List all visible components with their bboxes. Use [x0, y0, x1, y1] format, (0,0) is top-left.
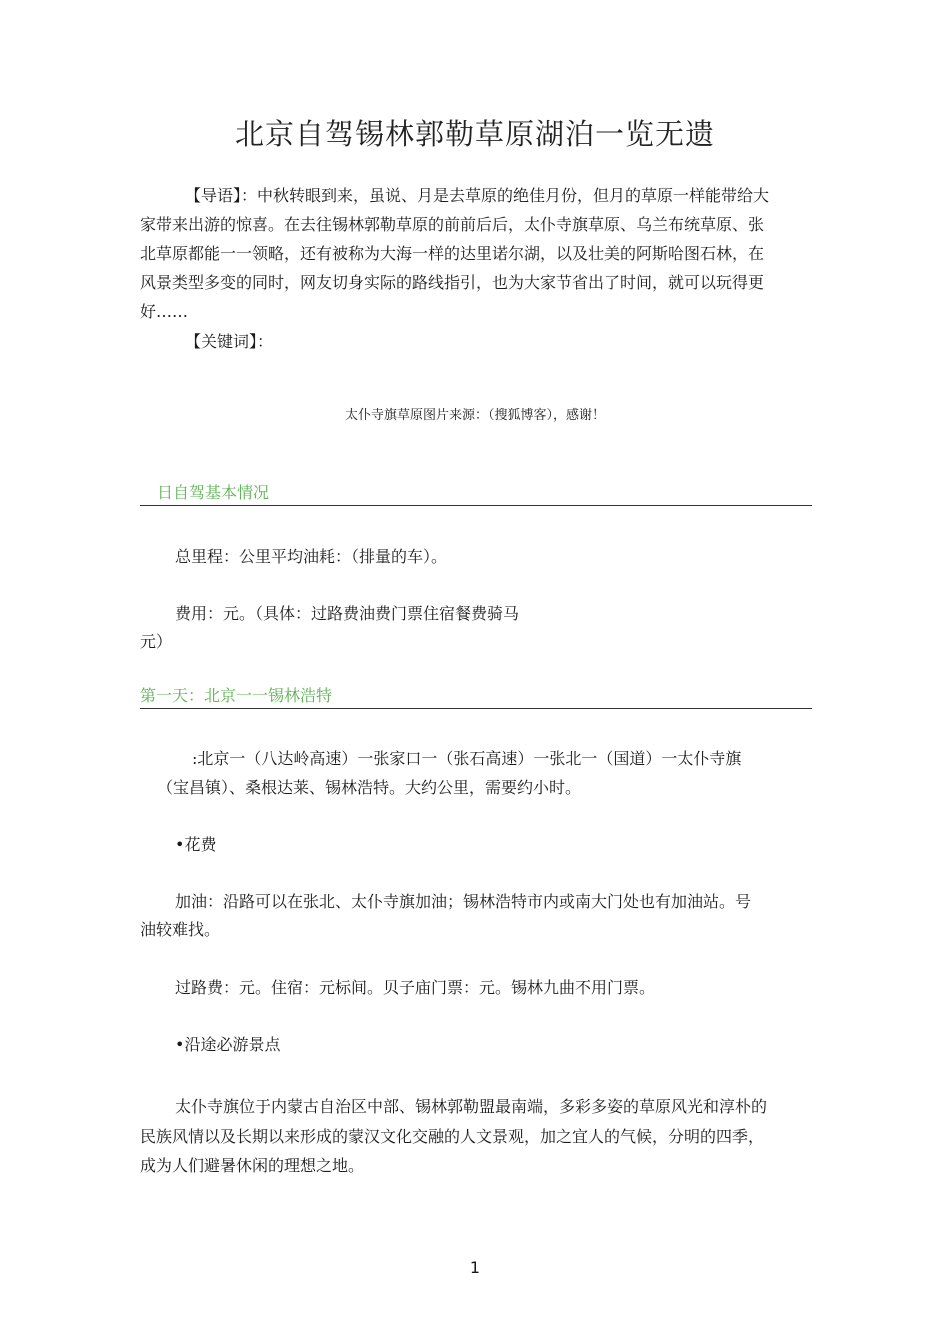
section-heading-basic-info: [140, 483, 812, 506]
bullet-sights: •沿途必游景点: [175, 1035, 281, 1054]
fuel-line-continued: 油较难找。: [140, 920, 221, 939]
section-heading-text: 第一天：北京一一锡林浩特: [140, 686, 333, 705]
intro-paragraph: [140, 181, 812, 326]
intro-line: 好……: [140, 302, 189, 321]
route-line-continued: （宝昌镇）、桑根达莱、锡林浩特。大约公里，需要约小时。: [157, 778, 582, 797]
cost-line: 费用：元。（具体：过路费油费门票住宿餐费骑马: [175, 604, 520, 623]
keywords-label: 【关键词】：: [185, 332, 274, 351]
sight-line: 成为人们避暑休闲的理想之地。: [140, 1156, 365, 1175]
tolls-line: 过路费：元。住宿：元标间。贝子庙门票：元。锡林九曲不用门票。: [175, 978, 656, 997]
intro-line: 风景类型多变的同时，网友切身实际的路线指引，也为大家节省出了时间，就可以玩得更: [140, 273, 765, 292]
mileage-line: 总里程：公里平均油耗：（排量的车）。: [175, 547, 448, 566]
cost-line-continued: 元）: [140, 632, 173, 651]
section-heading-text: 日自驾基本情况: [157, 483, 270, 502]
bullet-cost: •花费: [175, 835, 217, 854]
route-line: :北京一（八达岭高速）一张家口一（张石高速）一张北一（国道）一太仆寺旗: [192, 749, 742, 768]
intro-line: 家带来出游的惊喜。在去往锡林郭勒草原的前前后后，太仆寺旗草原、乌兰布统草原、张: [140, 215, 765, 234]
image-caption: 太仆寺旗草原图片来源：（搜狐博客），感谢！: [344, 408, 605, 423]
intro-line: 北草原都能一一领略，还有被称为大海一样的达里诺尔湖，以及壮美的阿斯哈图石林，在: [140, 244, 765, 263]
sight-line: 太仆寺旗位于内蒙古自治区中部、锡林郭勒盟最南端，多彩多姿的草原风光和淳朴的: [175, 1097, 768, 1116]
page-title: 北京自驾锡林郭勒草原湖泊一览无遗: [234, 117, 715, 151]
page-number: 1: [469, 1258, 481, 1277]
fuel-line: 加油：沿路可以在张北、太仆寺旗加油；锡林浩特市内或南大门处也有加油站。号: [175, 892, 752, 911]
section-heading-day-one: [140, 686, 812, 709]
sight-line: 民族风情以及长期以来形成的蒙汉文化交融的人文景观，加之宜人的气候，分明的四季，: [140, 1127, 765, 1146]
intro-line: 【导语】：中秋转眼到来，虽说、月是去草原的绝佳月份，但月的草原一样能带给大: [185, 186, 770, 205]
